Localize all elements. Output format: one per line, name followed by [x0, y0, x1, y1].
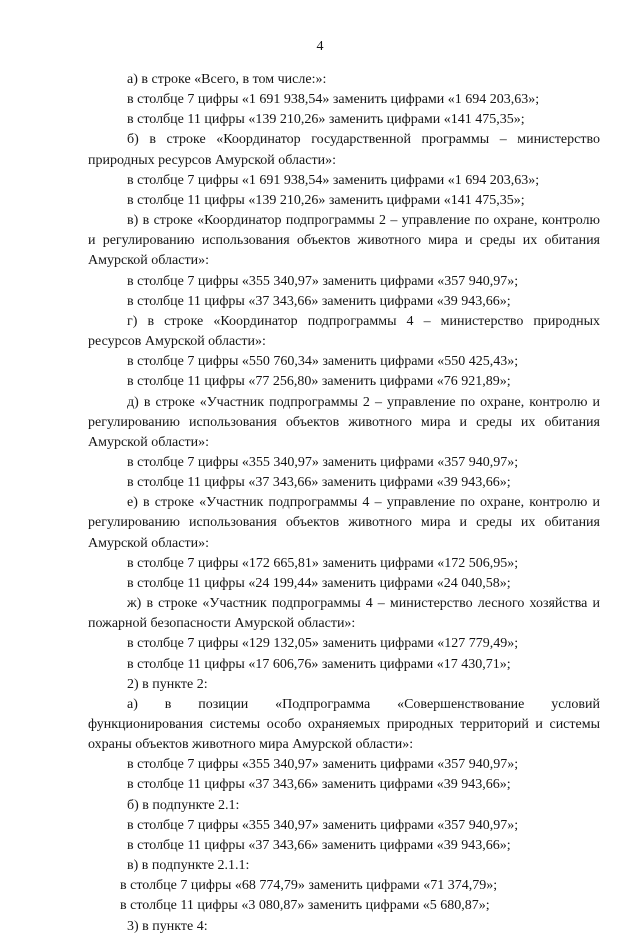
text-line: в столбце 11 цифры «37 343,66» заменить цифрами «39 943,66»; [127, 837, 511, 853]
paragraph: е) в строке «Участник подпрограммы 4 – управление по охране, контролю и регулированию использования объектов животного мира и среды их обитания Амурской области»: [88, 495, 600, 551]
text-line: в столбце 7 цифры «355 340,97» заменить цифрами «357 940,97»; [127, 817, 519, 833]
text-line: в столбце 7 цифры «1 691 938,54» заменить цифрами «1 694 203,63»; [127, 172, 540, 188]
text-line: в столбце 11 цифры «37 343,66» заменить цифрами «39 943,66»; [127, 475, 511, 491]
text-line: в столбце 7 цифры «172 665,81» заменить цифрами «172 506,95»; [127, 555, 519, 571]
text-line: в столбце 11 цифры «77 256,80» заменить цифрами «76 921,89»; [127, 374, 511, 390]
text-line: в столбце 7 цифры «1 691 938,54» заменить цифрами «1 694 203,63»; [127, 92, 540, 108]
paragraph: б) в строке «Координатор государственной программы – министерство природных ресурсов Амурской области»: [88, 132, 600, 168]
text-line: в столбце 11 цифры «139 210,26» заменить цифрами «141 475,35»; [127, 112, 525, 128]
text-line: в столбце 7 цифры «550 760,34» заменить цифрами «550 425,43»; [127, 354, 519, 370]
paragraph: г) в строке «Координатор подпрограммы 4 – министерство природных ресурсов Амурской области»: [88, 313, 600, 350]
text-line: в столбце 11 цифры «24 199,44» заменить цифрами «24 040,58»; [127, 575, 511, 591]
document-body [88, 70, 600, 937]
text-line: в столбце 7 цифры «129 132,05» заменить цифрами «127 779,49»; [127, 636, 519, 652]
text-line: а) в строке «Всего, в том числе:»: [127, 72, 327, 87]
paragraph: а) в позиции «Подпрограмма «Совершенствование условий функционирования системы особо охраняемых природных территорий и системы охраны объектов животного мира Амурской области»: [88, 696, 600, 753]
text-line: в столбце 11 цифры «17 606,76» заменить цифрами «17 430,71»; [127, 656, 511, 672]
text-line: 2) в пункте 2: [127, 676, 208, 692]
text-line: в столбце 7 цифры «355 340,97» заменить цифрами «357 940,97»; [127, 757, 519, 773]
paragraph: ж) в строке «Участник подпрограммы 4 – министерство лесного хозяйства и пожарной безопасности Амурской области»: [88, 596, 600, 632]
text-line: в столбце 11 цифры «37 343,66» заменить цифрами «39 943,66»; [127, 293, 511, 309]
paragraph: в) в строке «Координатор подпрограммы 2 – управление по охране, контролю и регулированию использования объектов животного мира и среды их обитания Амурской области»: [88, 213, 600, 269]
paragraph: д) в строке «Участник подпрограммы 2 – управление по охране, контролю и регулированию использования объектов животного мира и среды их обитания Амурской области»: [88, 394, 600, 450]
text-line: в) в подпункте 2.1.1: [127, 858, 250, 874]
text-line: в столбце 11 цифры «139 210,26» заменить цифрами «141 475,35»; [127, 192, 525, 208]
text-line: в столбце 7 цифры «68 774,79» заменить цифрами «71 374,79»; [120, 878, 498, 894]
text-line: в столбце 7 цифры «355 340,97» заменить цифрами «357 940,97»; [127, 273, 519, 289]
text-line: в столбце 7 цифры «355 340,97» заменить цифрами «357 940,97»; [127, 454, 519, 470]
page-number: 4 [316, 39, 324, 54]
text-line: б) в подпункте 2.1: [127, 797, 240, 813]
text-line: в столбце 11 цифры «37 343,66» заменить цифрами «39 943,66»; [127, 777, 511, 793]
text-line: в столбце 11 цифры «3 080,87» заменить цифрами «5 680,87»; [120, 898, 490, 914]
text-line: 3) в пункте 4: [127, 918, 208, 934]
